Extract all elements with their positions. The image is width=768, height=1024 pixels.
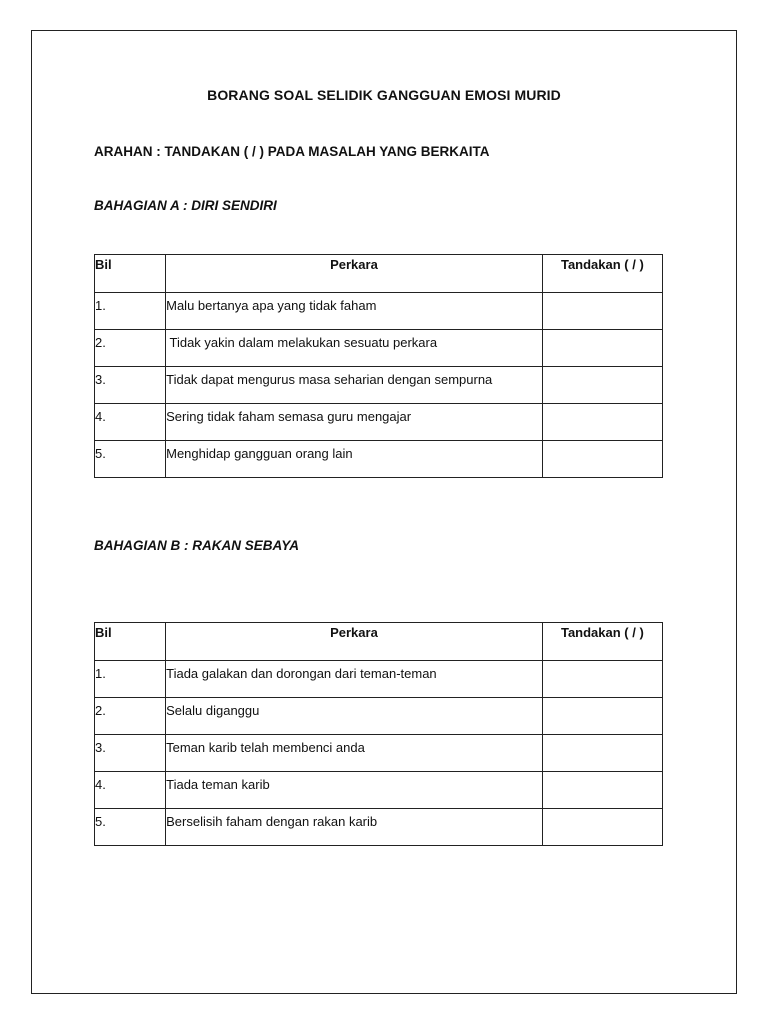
table-header-row xyxy=(95,255,663,293)
tandakan-checkbox-cell[interactable] xyxy=(542,809,662,846)
header-bil: Bil xyxy=(95,623,166,661)
table-row xyxy=(95,367,663,404)
tandakan-checkbox-cell[interactable] xyxy=(542,404,662,441)
tandakan-checkbox-cell[interactable] xyxy=(542,698,662,735)
row-number: 4. xyxy=(95,772,166,809)
section-b-title: BAHAGIAN B : RAKAN SEBAYA xyxy=(94,538,299,553)
row-number: 5. xyxy=(95,441,166,478)
row-perkara: Tidak yakin dalam melakukan sesuatu perkara xyxy=(166,330,543,367)
table-row xyxy=(95,772,663,809)
tandakan-checkbox-cell[interactable] xyxy=(542,330,662,367)
row-number: 2. xyxy=(95,330,166,367)
table-row xyxy=(95,809,663,846)
tandakan-checkbox-cell[interactable] xyxy=(542,293,662,330)
row-number: 1. xyxy=(95,293,166,330)
row-perkara: Malu bertanya apa yang tidak faham xyxy=(166,293,543,330)
table-row xyxy=(95,293,663,330)
table-row xyxy=(95,441,663,478)
header-perkara: Perkara xyxy=(166,623,543,661)
table-row xyxy=(95,330,663,367)
table-row xyxy=(95,404,663,441)
row-number: 4. xyxy=(95,404,166,441)
tandakan-checkbox-cell[interactable] xyxy=(542,367,662,404)
row-perkara: Selalu diganggu xyxy=(166,698,543,735)
section-a-title: BAHAGIAN A : DIRI SENDIRI xyxy=(94,198,277,213)
tandakan-checkbox-cell[interactable] xyxy=(542,735,662,772)
table-row xyxy=(95,661,663,698)
row-perkara: Tiada teman karib xyxy=(166,772,543,809)
row-perkara: Tidak dapat mengurus masa seharian dengan sempurna xyxy=(166,367,543,404)
table-header-row xyxy=(95,623,663,661)
row-number: 1. xyxy=(95,661,166,698)
header-bil: Bil xyxy=(95,255,166,293)
row-perkara: Berselisih faham dengan rakan karib xyxy=(166,809,543,846)
page-border xyxy=(31,30,737,994)
instruction-text: ARAHAN : TANDAKAN ( / ) PADA MASALAH YANG BERKAITA xyxy=(94,144,490,159)
header-perkara: Perkara xyxy=(166,255,543,293)
form-title: BORANG SOAL SELIDIK GANGGUAN EMOSI MURID xyxy=(207,87,561,103)
row-perkara: Menghidap gangguan orang lain xyxy=(166,441,543,478)
row-number: 3. xyxy=(95,735,166,772)
section-a-table xyxy=(94,254,663,478)
section-b-table xyxy=(94,622,663,846)
header-tandakan: Tandakan ( / ) xyxy=(542,623,662,661)
row-perkara: Teman karib telah membenci anda xyxy=(166,735,543,772)
table-row xyxy=(95,698,663,735)
section-b-rows xyxy=(95,661,663,846)
row-number: 5. xyxy=(95,809,166,846)
tandakan-checkbox-cell[interactable] xyxy=(542,441,662,478)
tandakan-checkbox-cell[interactable] xyxy=(542,661,662,698)
row-number: 3. xyxy=(95,367,166,404)
header-tandakan: Tandakan ( / ) xyxy=(542,255,662,293)
row-number: 2. xyxy=(95,698,166,735)
tandakan-checkbox-cell[interactable] xyxy=(542,772,662,809)
row-perkara: Sering tidak faham semasa guru mengajar xyxy=(166,404,543,441)
section-a-rows xyxy=(95,293,663,478)
row-perkara: Tiada galakan dan dorongan dari teman-teman xyxy=(166,661,543,698)
table-row xyxy=(95,735,663,772)
